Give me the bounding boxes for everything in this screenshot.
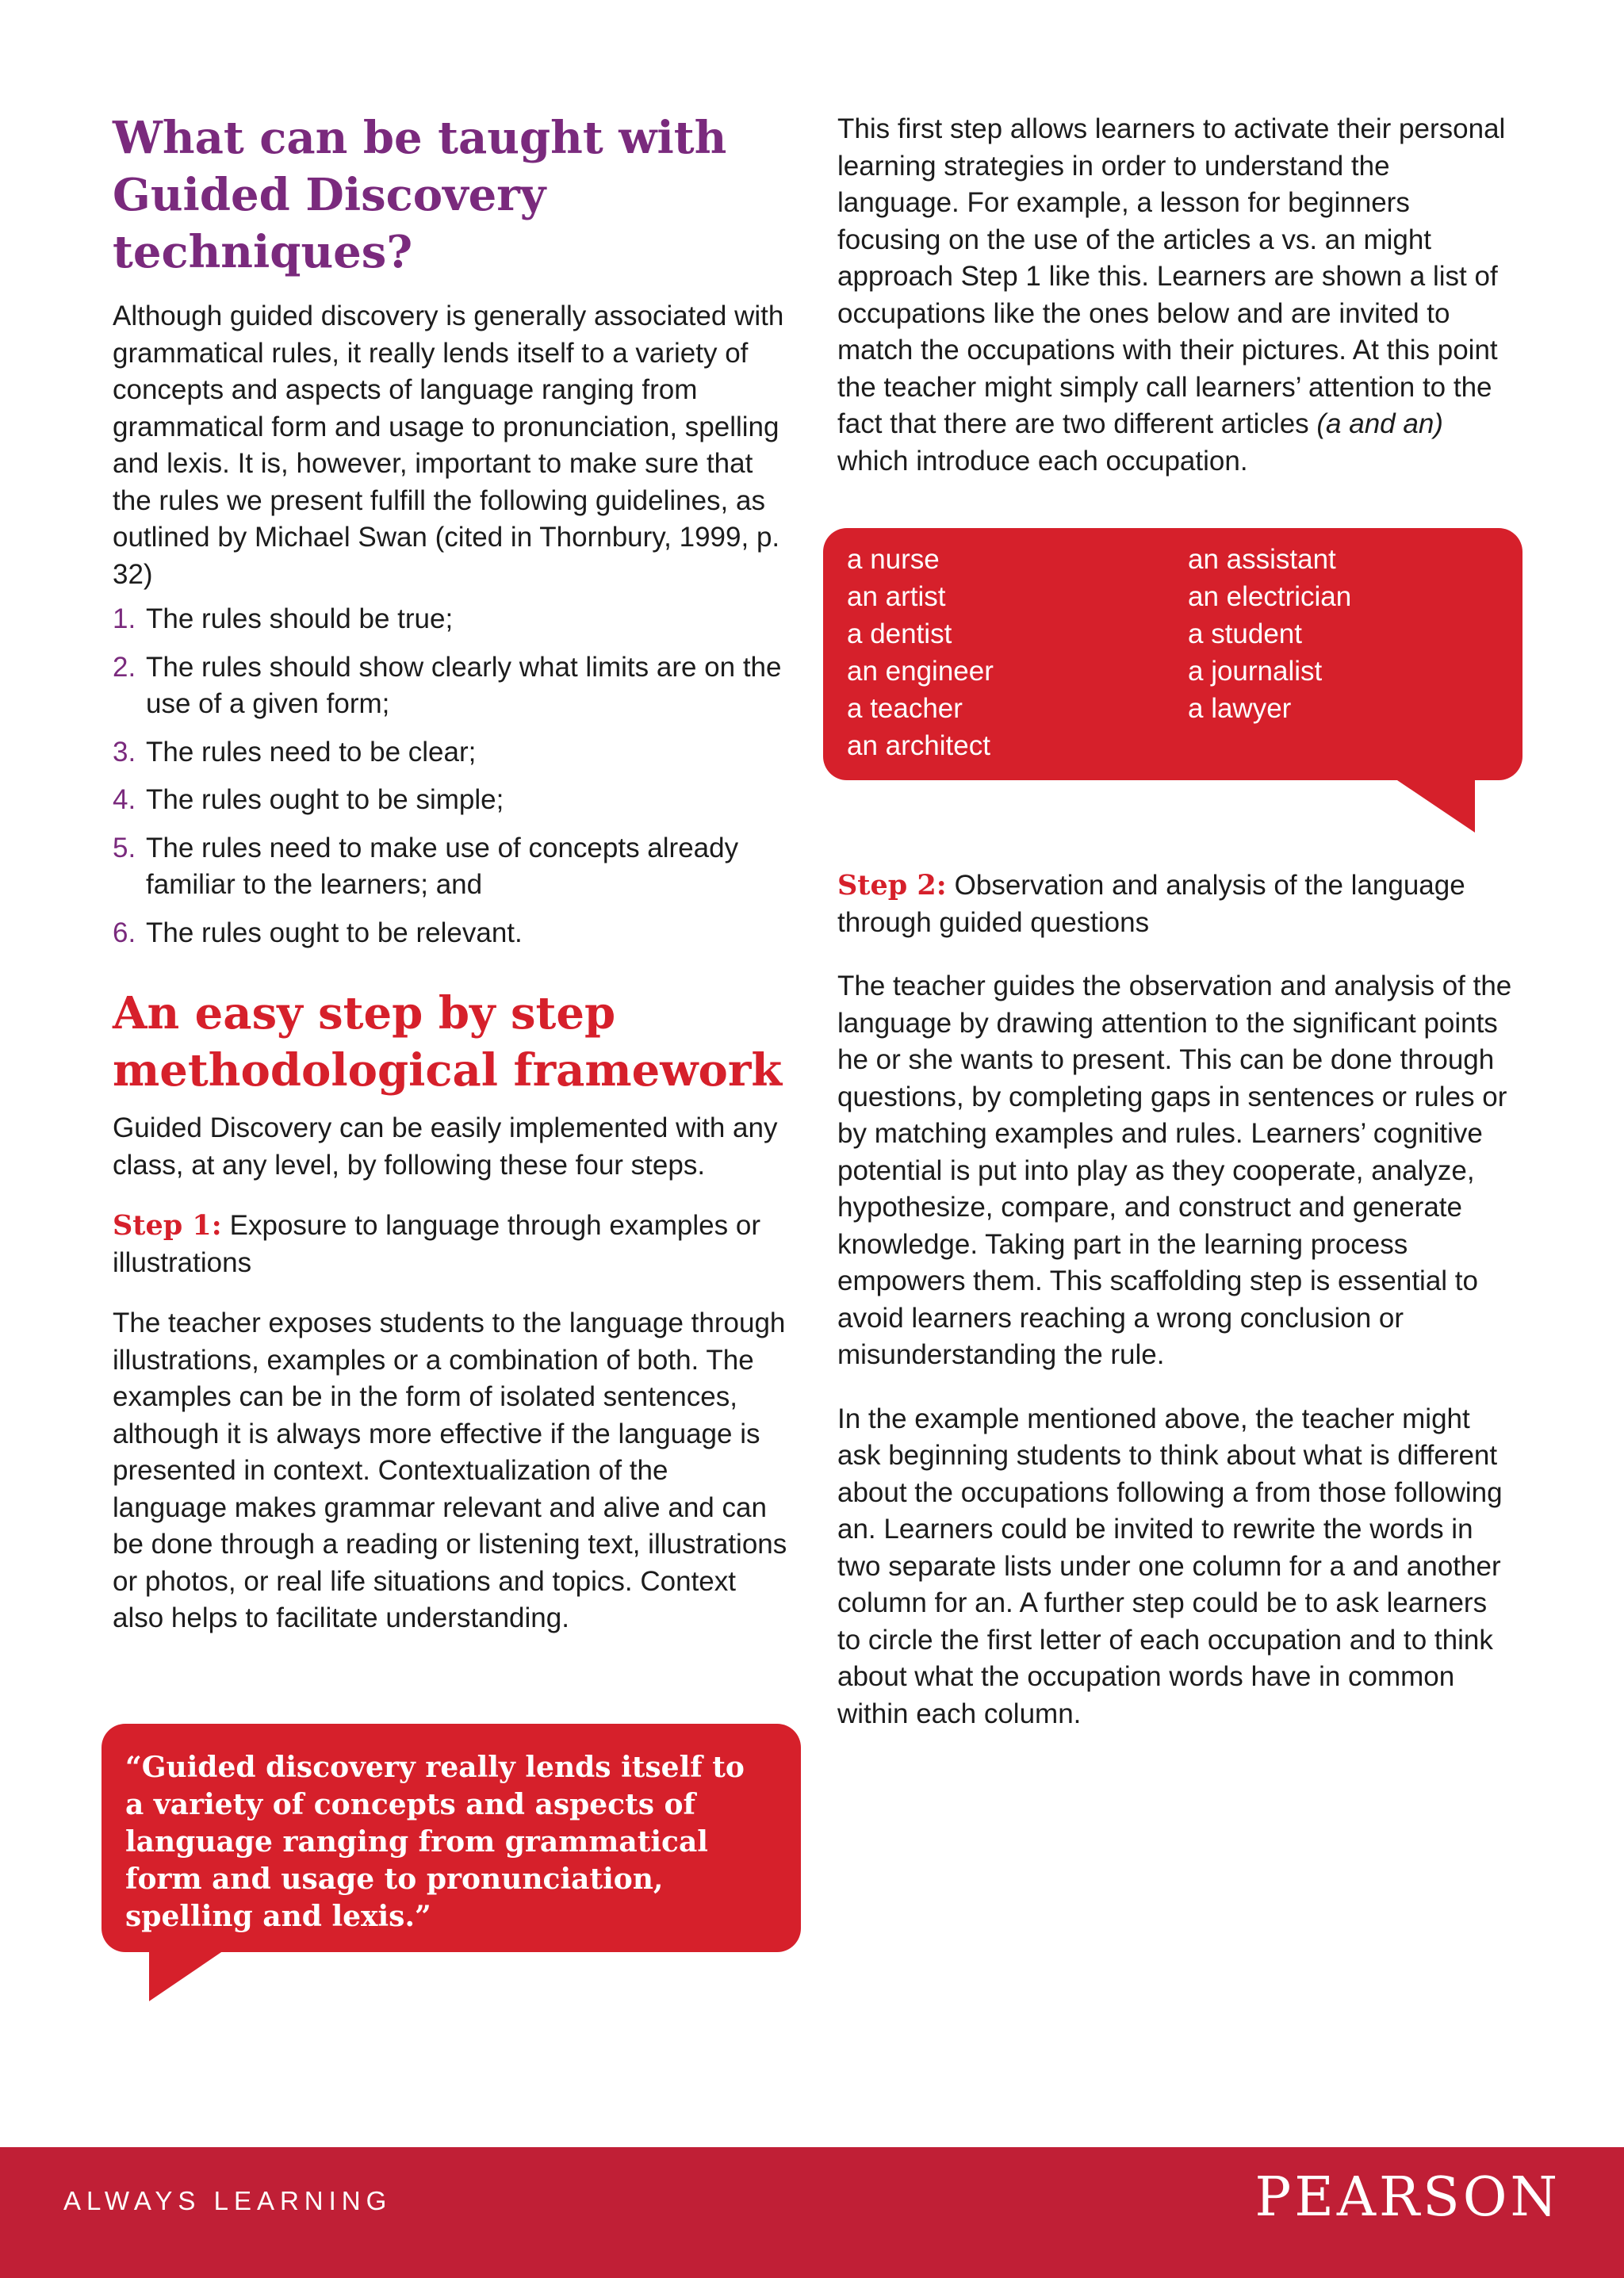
step-1-heading: [113, 1208, 788, 1281]
step-1-continued-text: This first step allows learners to activate their personal learning strategies in order to understand the language. For example, a lesson for beginners focusing on the use of the articles a vs. an might approach Step 1 like this. Learners are shown a list of occupations like the ones below and are invited to match the occupations with their pictures. At this point the teacher might simply call learners’ attention to the fact that there are two different articles: [837, 113, 1506, 439]
section-heading-what-can-be-taught: What can be taught with Guided Discovery techniques?: [113, 112, 727, 278]
list-item-number: 5.: [113, 832, 136, 863]
pull-quote-bubble: [102, 1724, 801, 1952]
footer-bar: [0, 2147, 1624, 2278]
occupations-column-a: [847, 541, 994, 764]
step-1-continued-end: which introduce each occupation.: [837, 445, 1248, 477]
occupation-item: a nurse: [847, 544, 940, 575]
list-item-text: The rules need to be clear;: [146, 736, 477, 768]
occupation-item: a dentist: [847, 618, 952, 649]
step-1-label: Step 1:: [113, 1209, 222, 1242]
occupation-item: an assistant: [1188, 544, 1336, 575]
articles-emphasis: (a and an): [1316, 408, 1443, 439]
list-item: [113, 601, 788, 638]
occupation-item: an engineer: [847, 656, 994, 687]
list-item-text: The rules ought to be relevant.: [146, 917, 523, 948]
list-item-number: 2.: [113, 651, 136, 683]
step-2-body: The teacher guides the observation and analysis of the language by drawing attention to the significant points he or she wants to present. This can be done through questions, by completing gaps in sentences or rules or by matching examples and rules. Learners’ cognitive potential is put into play as they cooperate, analyze, hypothesize, compare, and construct and generate knowledge. Taking part in the learning process empowers them. This scaffolding step is essential to avoid learners reaching a wrong conclusion or misunderstanding the rule.: [837, 971, 1512, 1370]
list-item: [113, 915, 788, 952]
pull-quote-text: “Guided discovery really lends itself to a variety of concepts and aspects of language ranging from grammatical form and usage to pronunciation, spelling and lexis.”: [125, 1751, 745, 1933]
occupation-item: a lawyer: [1188, 693, 1292, 724]
list-item-text: The rules ought to be simple;: [146, 784, 504, 815]
left-column: [113, 109, 788, 1637]
occupation-item: an electrician: [1188, 581, 1352, 612]
list-item-number: 6.: [113, 917, 136, 948]
step-1-title: Exposure to language through examples or illustrations: [113, 1210, 760, 1278]
list-item: [113, 782, 788, 819]
occupations-bubble: [823, 528, 1522, 780]
right-column: [837, 111, 1513, 480]
speech-tail-icon: [1392, 777, 1480, 833]
example-paragraph: In the example mentioned above, the teacher might ask beginning students to think about what is different about the occupations following a from those following an. Learners could be invited to rewrite the words in two separate lists under one column for a and another column for an. A further step could be to ask learners to circle the first letter of each occupation and to think about what the occupation words have in common within each column.: [837, 1403, 1503, 1729]
pearson-logo: PEARSON: [1254, 2166, 1561, 2229]
list-item-text: The rules should be true;: [146, 603, 454, 634]
intro-paragraph: Although guided discovery is generally associated with grammatical rules, it really lends itself to a variety of concepts and aspects of language ranging from grammatical form and usage to pronunciation, spelling and lexis. It is, however, important to make sure that the rules we present fulfill the following guidelines, as outlined by Michael Swan (cited in Thornbury, 1999, p. 32): [113, 301, 784, 590]
section-heading-framework: An easy step by step methodological framework: [113, 987, 783, 1097]
framework-intro-paragraph: Guided Discovery can be easily implemented with any class, at any level, by following these four steps.: [113, 1112, 778, 1181]
step-1-body: The teacher exposes students to the language through illustrations, examples or a combination of both. The examples can be in the form of isolated sentences, although it is always more effective if the language is presented in context. Contextualization of the language makes grammar relevant and alive and can be done through a reading or listening text, illustrations or photos, or real life situations and topics. Context also helps to facilitate understanding.: [113, 1307, 787, 1633]
right-column-lower: [837, 867, 1513, 1732]
list-item-text: The rules need to make use of concepts already familiar to the learners; and: [146, 832, 739, 900]
occupation-item: an architect: [847, 730, 990, 761]
list-item: [113, 734, 788, 771]
step-1-continued-paragraph: [837, 111, 1513, 480]
footer-tagline: ALWAYS LEARNING: [63, 2186, 393, 2215]
occupations-column-b: [1188, 541, 1351, 727]
list-item: [113, 649, 788, 723]
rules-list: [113, 601, 788, 951]
occupation-item: a teacher: [847, 693, 963, 724]
list-item-text: The rules should show clearly what limits are on the use of a given form;: [146, 651, 782, 719]
list-item-number: 3.: [113, 736, 136, 768]
step-2-label: Step 2:: [837, 869, 947, 902]
occupation-item: a journalist: [1188, 656, 1323, 687]
speech-tail-icon: [149, 1947, 236, 2003]
occupation-item: an artist: [847, 581, 946, 612]
step-2-heading: [837, 867, 1513, 941]
list-item-number: 1.: [113, 603, 136, 634]
step-2-title: Observation and analysis of the language through guided questions: [837, 870, 1465, 938]
occupation-item: a student: [1188, 618, 1302, 649]
list-item: [113, 830, 788, 904]
list-item-number: 4.: [113, 784, 136, 815]
